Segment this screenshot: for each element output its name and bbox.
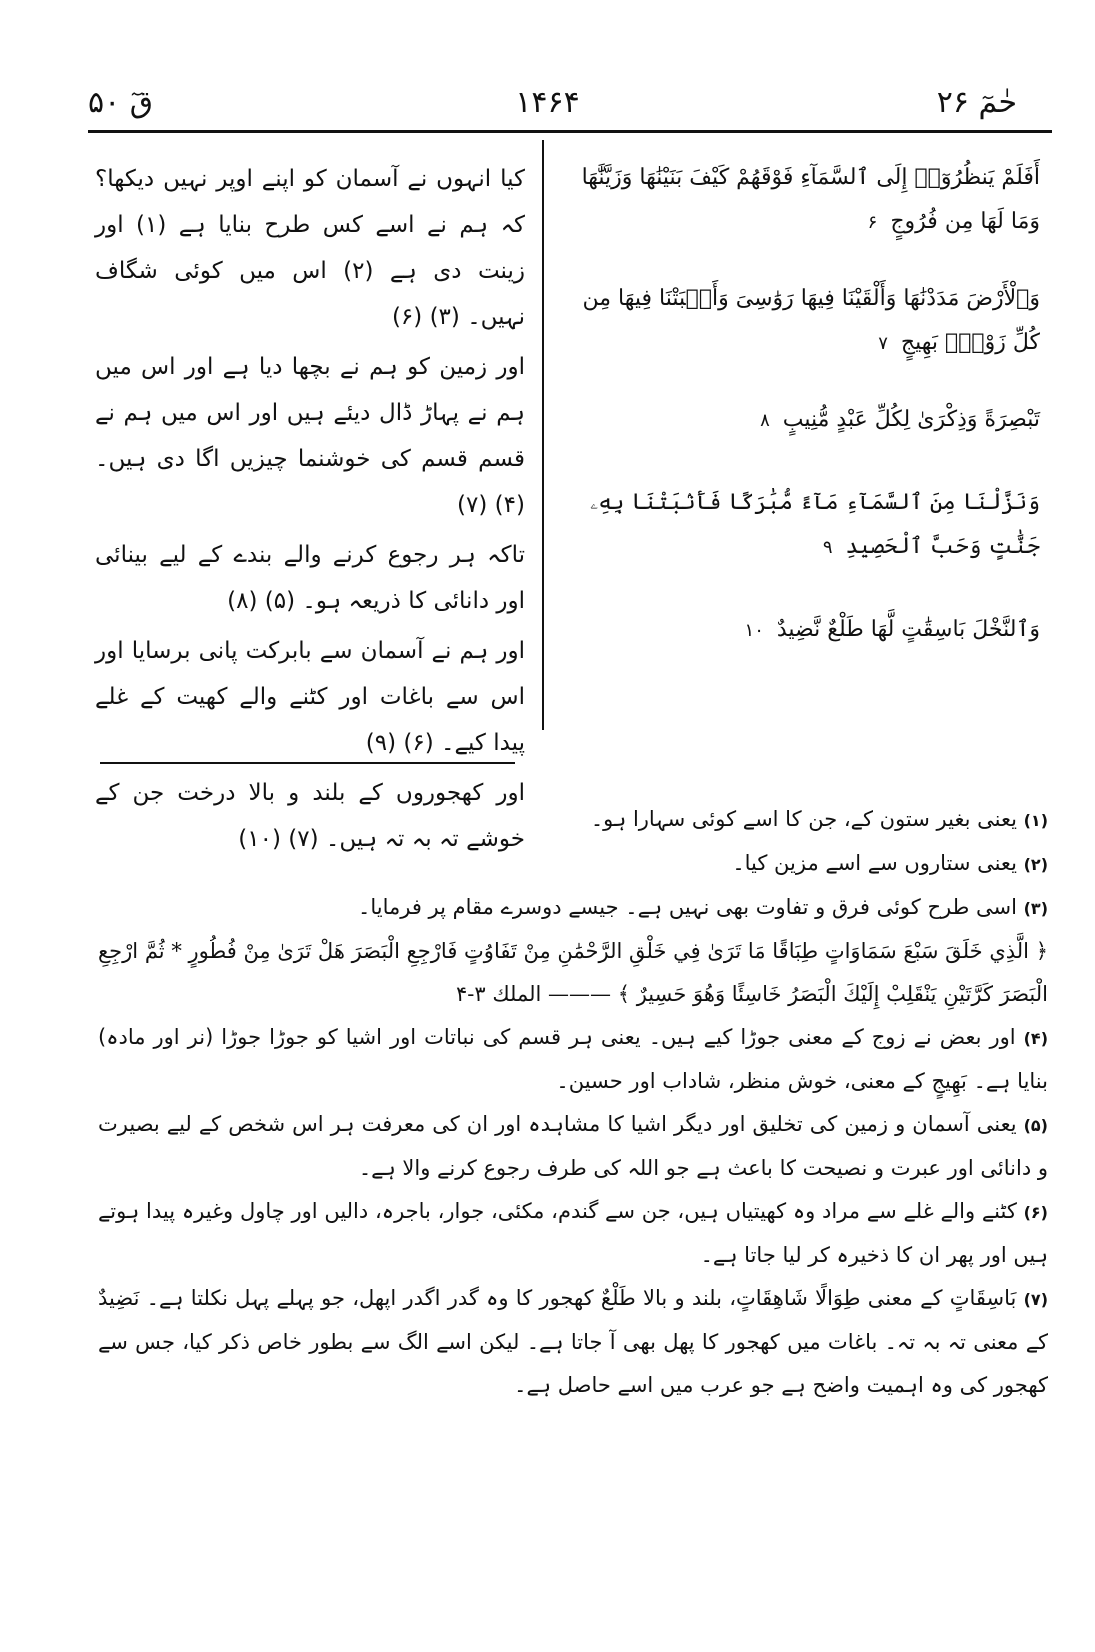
footnote-ref: (۷): [1023, 1290, 1048, 1309]
footnote-ref: (۴): [1023, 1029, 1048, 1048]
footnote-ref: (۳): [1023, 899, 1048, 918]
footnote-quran-quote: ﴿ الَّذِي خَلَقَ سَبْعَ سَمَاوَاتٍ طِبَاقًا مَا تَرَىٰ فِي خَلْقِ الرَّحْمَٰنِ مِنْ تَفَاوُتٍ فَارْجِعِ الْبَصَرَ هَلْ تَرَىٰ مِنْ فُطُورٍ * ثُمَّ ارْجِعِ الْبَصَرَ كَرَّتَيْنِ يَنْقَلِبْ إِلَيْكَ الْبَصَرُ خَاسِئًا وَهُوَ حَسِيرٌ ﴾ ——— الملك ۳-۴: [98, 939, 1048, 1006]
footnote: (۳) اسی طرح کوئی فرق و تفاوت بھی نہیں ہے۔ جیسے دوسرے مقام پر فرمایا۔: [358, 895, 1048, 919]
footnote-separator: [100, 762, 515, 764]
footnote: (۵) یعنی آسمان و زمین کی تخلیق اور دیگر اشیا کا مشاہدہ اور ان کی معرفت ہر اس شخص کے لیے بصیرت و دانائی اور عبرت و نصیحت کا باعث ہے جو اللہ کی طرف رجوع کرنے والا ہے۔: [98, 1112, 1048, 1180]
footnote: (۷) بَاسِقَاتٍ کے معنی طِوَالًا شَاهِقَاتٍ، بلند و بالا طَلْعٌ کھجور کا وہ گدر اگدر اپھل، جو پہلے پہل نکلتا ہے۔ نَضِيدٌ کے معنی تہ بہ تہ۔ باغات میں کھجور کا پھل بھی آ جاتا ہے۔ لیکن اسے الگ سے بطور خاص ذکر کیا، جس سے کھجور کی وہ اہمیت واضح ہے جو عرب میں اسے حاصل ہے۔: [98, 1286, 1048, 1397]
footnote-ref: (۲): [1023, 855, 1048, 874]
translation-verse-8: تاکہ ہر رجوع کرنے والے بندے کے لیے بینائی اور دانائی کا ذریعہ ہو۔ (۵) (۸): [95, 542, 525, 614]
footnote: (۴) اور بعض نے زوج کے معنی جوڑا کیے ہیں۔ یعنی ہر قسم کی نباتات اور اشیا کو جوڑا جوڑا (نر اور مادہ) بنایا ہے۔ بَهِيجٍ کے معنی، خوش منظر، شاداب اور حسین۔: [98, 1025, 1048, 1093]
footnote-ref: (۶): [1023, 1203, 1048, 1222]
surah-reference: قٓ ۵۰: [88, 85, 154, 120]
verse-number: ۶: [867, 212, 878, 233]
translation-verse-10: اور کھجوروں کے بلند و بالا درخت جن کے خوشے تہ بہ تہ ہیں۔ (۷) (۱۰): [95, 780, 525, 852]
footnote: (۲) یعنی ستاروں سے اسے مزین کیا۔: [732, 851, 1048, 875]
verse-7-arabic: وَٱلْأَرْضَ مَدَدْنَٰهَا وَأَلْقَيْنَا فِيهَا رَوَٰسِىَ وَأَنۢبَتْنَا فِيهَا مِن كُلِّ زَوْجٍۭ بَهِيجٍ ۷: [560, 277, 1040, 366]
surah-header: حٰمٓ ۲۶: [936, 85, 1017, 120]
verse-9-arabic: وَنَزَّلْنَا مِنَ ٱلسَّمَآءِ مَآءً مُّبَٰرَكًا فَأَنۢبَتْنَا بِهِۦ جَنَّٰتٍ وَحَبَّ ٱلْحَصِيدِ ۹: [560, 481, 1040, 570]
footnote: (۱) یعنی بغیر ستون کے، جن کا اسے کوئی سہارا ہو۔: [590, 807, 1048, 831]
verse-number: ۷: [878, 333, 888, 354]
verse-8-arabic: تَبْصِرَةً وَذِكْرَىٰ لِكُلِّ عَبْدٍ مُّنِيبٍ ۸: [560, 398, 1040, 443]
translation-verse-9: اور ہم نے آسمان سے بابرکت پانی برسایا اور اس سے باغات اور کٹنے والے کھیت کے غلے پیدا کیے۔ (۶) (۹): [95, 638, 525, 756]
verse-6-arabic: أَفَلَمْ يَنظُرُوٓا۟ إِلَى ٱلسَّمَآءِ فَوْقَهُمْ كَيْفَ بَنَيْنَٰهَا وَزَيَّنَّٰهَا وَمَا لَهَا مِن فُرُوجٍ ۶: [560, 156, 1040, 245]
page-number: ۱۴۶۴: [515, 85, 580, 120]
verse-10-arabic: وَٱلنَّخْلَ بَاسِقَٰتٍ لَّهَا طَلْعٌ نَّضِيدٌ ۱۰: [560, 608, 1040, 653]
verse-number: ۹: [822, 537, 833, 558]
translation-verse-7: اور زمین کو ہم نے بچھا دیا ہے اور اس میں ہم نے پہاڑ ڈال دیئے ہیں اور اس میں ہم نے قسم قسم کی خوشنما چیزیں اگا دی ہیں۔ (۴) (۷): [95, 354, 525, 518]
header-rule: [88, 130, 1052, 133]
footnote-ref: (۵): [1023, 1116, 1048, 1135]
translation-verse-6: کیا انہوں نے آسمان کو اپنے اوپر نہیں دیکھا؟ کہ ہم نے اسے کس طرح بنایا ہے (۱) اور زینت دی ہے (۲) اس میں کوئی شگاف نہیں۔ (۳) (۶): [95, 166, 526, 330]
footnotes: [98, 798, 1048, 1407]
footnote: (۶) کٹنے والے غلے سے مراد وہ کھیتیاں ہیں، جن سے گندم، مکئی، جوار، باجرہ، دالیں اور چاول وغیرہ پیدا ہوتے ہیں اور پھر ان کا ذخیرہ کر لیا جاتا ہے۔: [98, 1199, 1048, 1267]
column-divider: [542, 140, 544, 730]
urdu-translation: [95, 156, 525, 862]
verse-number: ۸: [760, 410, 770, 431]
arabic-verses: [560, 156, 1040, 653]
verse-number: ۱۰: [744, 620, 764, 641]
footnote-ref: (۱): [1023, 811, 1048, 830]
